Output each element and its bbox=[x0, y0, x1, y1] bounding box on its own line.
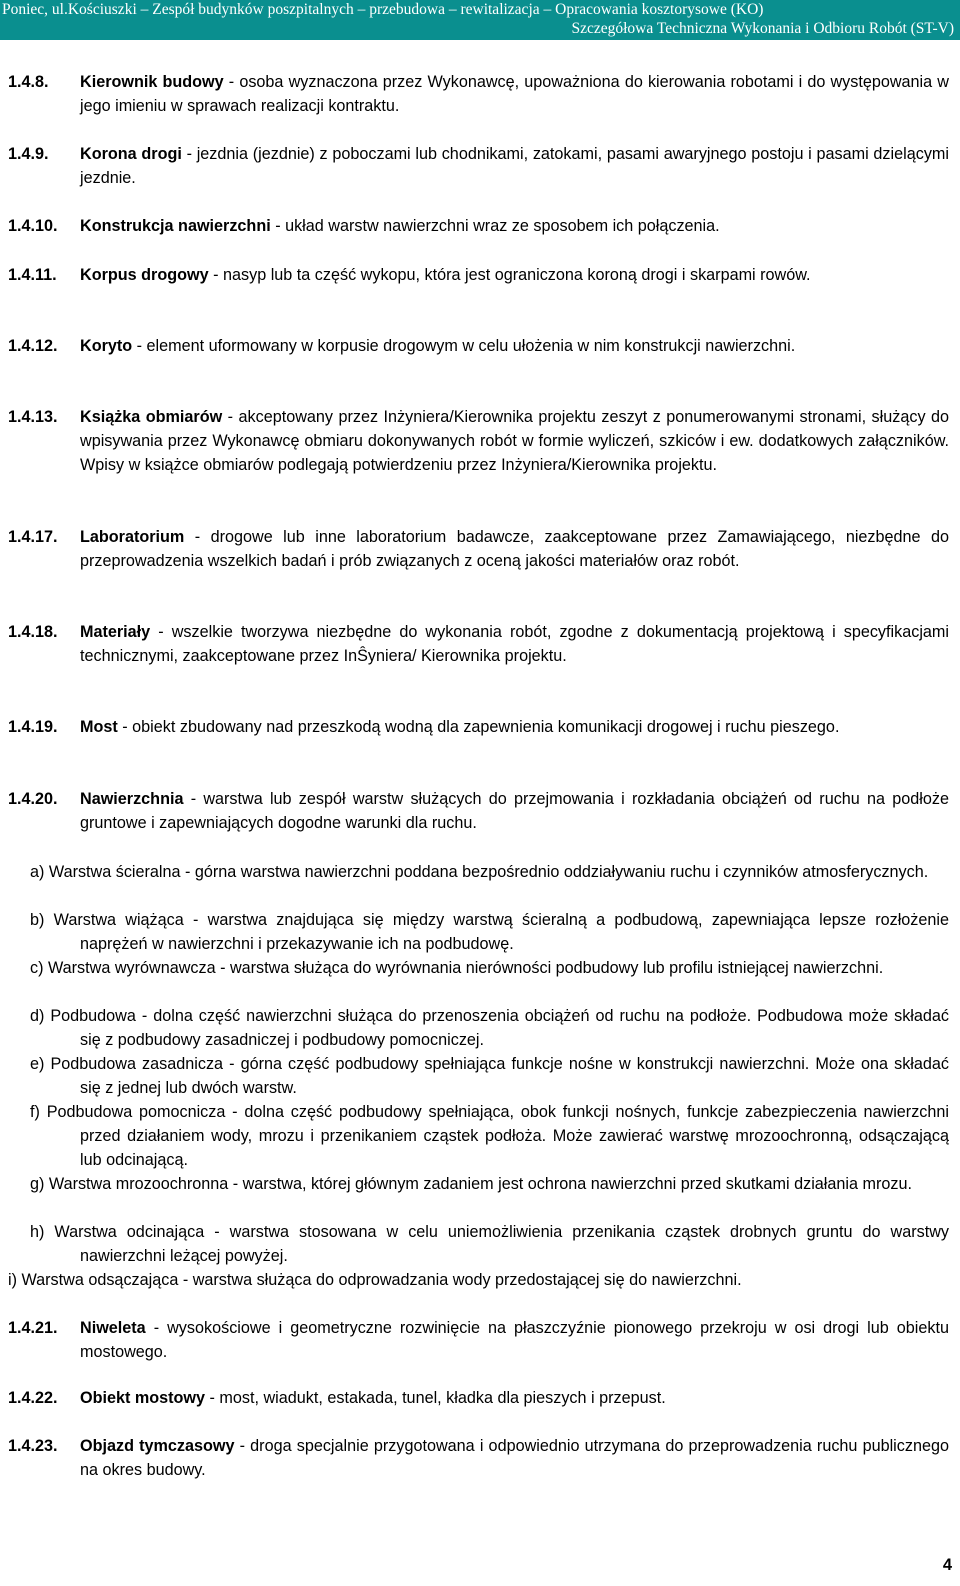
definition-text: - akceptowany przez Inżyniera/Kierownika projektu zeszyt z ponumerowanymi stronami, służący do wpisywania przez Wykonawcę obmiaru dokonywanych robót w formie wyliczeń, szkiców i ew. dodatkowych załączników. Wpisy w książce obmiarów podlegają potwierdzeniu przez Inżyniera/Kierownika projektu. bbox=[80, 408, 950, 474]
definition-term: Nawierzchnia bbox=[80, 790, 184, 808]
layer-item-text: f) Podbudowa pomocnicza - dolna część podbudowy spełniająca, obok funkcji nośnych, funkcje zabezpieczenia nawierzchni przed działaniem wody, mrozu i przenikaniem cząstek podłoża. Może zawierać warstwę mrozoochronną, odsączającą lub odcinającą. bbox=[30, 1103, 949, 1169]
definition-1-4-21 bbox=[8, 1316, 949, 1364]
layer-item-f bbox=[8, 1100, 949, 1172]
layer-item-text: h) Warstwa odcinająca - warstwa stosowana w celu uniemożliwienia przenikania cząstek drobnych gruntu do warstwy nawierzchni leżącej powyżej. bbox=[30, 1223, 949, 1265]
definition-term: Korpus drogowy bbox=[80, 266, 209, 284]
definition-number: 1.4.22. bbox=[8, 1389, 58, 1407]
definition-term: Korona drogi bbox=[80, 145, 182, 163]
layer-item-e bbox=[8, 1052, 949, 1100]
definition-1-4-17 bbox=[8, 525, 949, 573]
definition-text: - element uformowany w korpusie drogowym w celu ułożenia w nim konstrukcji nawierzchni. bbox=[132, 337, 796, 355]
definition-term: Objazd tymczasowy bbox=[80, 1437, 235, 1455]
definition-number: 1.4.10. bbox=[8, 217, 58, 235]
definition-term: Kierownik budowy bbox=[80, 73, 224, 91]
definition-text: - warstwa lub zespół warstw służących do przejmowania i rozkładania obciążeń od ruchu na podłoże gruntowe i zapewniających dogodne warunki dla ruchu. bbox=[80, 790, 949, 832]
definition-1-4-19 bbox=[8, 715, 949, 739]
definition-number: 1.4.23. bbox=[8, 1437, 58, 1455]
layer-item-b bbox=[8, 908, 949, 956]
definition-1-4-12 bbox=[8, 334, 949, 358]
definition-number: 1.4.8. bbox=[8, 73, 49, 91]
definition-term: Konstrukcja nawierzchni bbox=[80, 217, 271, 235]
definition-text: - jezdnia (jezdnie) z poboczami lub chodnikami, zatokami, pasami awaryjnego postoju i pasami dzielącymi jezdnie. bbox=[80, 145, 949, 187]
definition-text: - nasyp lub ta część wykopu, która jest ograniczona koroną drogi i skarpami rowów. bbox=[208, 266, 811, 284]
layer-item-text: b) Warstwa wiążąca - warstwa znajdująca się między warstwą ścieralną a podbudową, zapewniająca lepsze rozłożenie naprężeń w nawierzchni i przekazywanie ich na podbudowę. bbox=[30, 911, 949, 953]
layer-item-text: g) Warstwa mrozoochronna - warstwa, której głównym zadaniem jest ochrona nawierzchni przed skutkami działania mrozu. bbox=[30, 1175, 912, 1193]
layer-item-h bbox=[8, 1220, 949, 1268]
definition-1-4-8 bbox=[8, 70, 949, 118]
layer-item-text: a) Warstwa ścieralna - górna warstwa nawierzchni poddana bezpośrednio oddziaływaniu ruchu i czynników atmosferycznych. bbox=[30, 863, 929, 881]
layer-item-text: d) Podbudowa - dolna część nawierzchni służąca do przenoszenia obciążeń od ruchu na podłoże. Podbudowa może składać się z podbudowy zasadniczej i podbudowy pomocniczej. bbox=[30, 1007, 949, 1049]
definition-number: 1.4.12. bbox=[8, 337, 58, 355]
definition-text: - układ warstw nawierzchni wraz ze sposobem ich połączenia. bbox=[270, 217, 720, 235]
definition-text: - wysokościowe i geometryczne rozwinięcie na płaszczyźnie pionowego przekroju w osi drogi lub obiektu mostowego. bbox=[80, 1319, 949, 1361]
definition-text: - osoba wyznaczona przez Wykonawcę, upoważniona do kierowania robotami i do występowania w jego imieniu w sprawach realizacji kontraktu. bbox=[80, 73, 949, 115]
definition-number: 1.4.13. bbox=[8, 408, 58, 426]
definition-text: - obiekt zbudowany nad przeszkodą wodną dla zapewnienia komunikacji drogowej i ruchu pieszego. bbox=[117, 718, 840, 736]
definition-1-4-22 bbox=[8, 1386, 949, 1410]
definition-term: Most bbox=[80, 718, 118, 736]
definition-term: Niweleta bbox=[80, 1319, 146, 1337]
definition-term: Laboratorium bbox=[80, 528, 185, 546]
definition-text: - most, wiadukt, estakada, tunel, kładka dla pieszych i przepust. bbox=[205, 1389, 666, 1407]
header-spec-title: Szczegółowa Techniczna Wykonania i Odbioru Robót (ST-V) bbox=[571, 20, 954, 37]
definition-number: 1.4.21. bbox=[8, 1319, 58, 1337]
definition-1-4-10 bbox=[8, 214, 949, 238]
definition-number: 1.4.9. bbox=[8, 145, 49, 163]
definition-number: 1.4.11. bbox=[8, 266, 57, 284]
layer-item-i bbox=[8, 1268, 949, 1292]
layer-item-c bbox=[8, 956, 949, 980]
header-project-title: Poniec, ul.Kościuszki – Zespół budynków poszpitalnych – przebudowa – rewitalizacja – Opracowania kosztorysowe (KO) bbox=[2, 1, 764, 18]
definition-1-4-9 bbox=[8, 142, 949, 190]
definition-term: Koryto bbox=[80, 337, 133, 355]
layer-item-text: c) Warstwa wyrównawcza - warstwa służąca do wyrównania nierówności podbudowy lub profilu istniejącej nawierzchni. bbox=[30, 959, 884, 977]
definition-1-4-11 bbox=[8, 263, 949, 287]
definition-text: - droga specjalnie przygotowana i odpowiednio utrzymana do przeprowadzenia ruchu publicznego na okres budowy. bbox=[80, 1437, 949, 1479]
definition-text: - wszelkie tworzywa niezbędne do wykonania robót, zgodne z dokumentacją projektową i specyfikacjami technicznymi, zaakceptowane przez InŜyniera/ Kierownika projektu. bbox=[80, 623, 949, 665]
definition-number: 1.4.19. bbox=[8, 718, 58, 736]
layer-item-g bbox=[8, 1172, 949, 1196]
layer-item-d bbox=[8, 1004, 949, 1052]
page-number: 4 bbox=[942, 1556, 952, 1574]
definition-term: Obiekt mostowy bbox=[80, 1389, 206, 1407]
definition-number: 1.4.18. bbox=[8, 623, 58, 641]
definition-1-4-18 bbox=[8, 620, 949, 668]
layer-item-a bbox=[8, 860, 949, 884]
definition-1-4-13 bbox=[8, 405, 949, 477]
definition-term: Materiały bbox=[80, 623, 151, 641]
definition-number: 1.4.20. bbox=[8, 790, 58, 808]
definition-1-4-20 bbox=[8, 787, 949, 835]
definition-text: - drogowe lub inne laboratorium badawcze, zaakceptowane przez Zamawiającego, niezbędne do przeprowadzenia wszelkich badań i prób związanych z oceną jakości materiałów oraz robót. bbox=[80, 528, 949, 570]
definition-term: Książka obmiarów bbox=[80, 408, 223, 426]
document-header bbox=[0, 0, 960, 40]
layer-item-text: e) Podbudowa zasadnicza - górna część podbudowy spełniająca funkcje nośne w konstrukcji nawierzchni. Może ona składać się z jednej lub dwóch warstw. bbox=[30, 1055, 949, 1097]
definition-number: 1.4.17. bbox=[8, 528, 58, 546]
layer-item-text: i) Warstwa odsączająca - warstwa służąca do odprowadzania wody przedostającej się do nawierzchni. bbox=[8, 1271, 742, 1289]
definition-1-4-23 bbox=[8, 1434, 949, 1482]
